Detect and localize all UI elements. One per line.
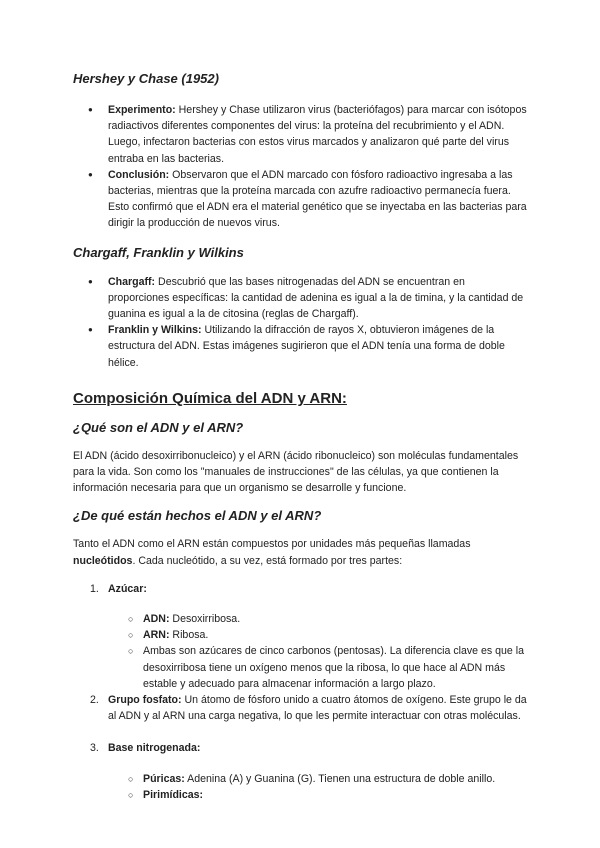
item-text: Descubrió que las bases nitrogenadas del ADN se encuentran en proporciones específicas: la cantidad de adenina es igual a la de timina, y la cantidad de guanina es igual a la de citosina (reglas de Chargaff). xyxy=(108,275,524,321)
subitem-text: Desoxirribosa. xyxy=(169,613,241,626)
list-item xyxy=(73,102,529,167)
list-item-azucar xyxy=(73,581,529,692)
item-label: Azúcar: xyxy=(108,582,147,595)
subitem-label: Púricas: xyxy=(143,772,185,785)
list-item xyxy=(73,322,529,371)
item-label: Conclusión: xyxy=(108,168,170,181)
heading-que-son: ¿Qué son el ADN y el ARN? xyxy=(73,419,244,435)
item-text: Utilizando la difracción de rayos X, obtuvieron imágenes de la estructura del ADN. Estas imágenes sugirieron que el ADN tenía una forma de doble hélice. xyxy=(108,324,505,369)
subitem-text: Ribosa. xyxy=(169,629,209,642)
item-text: Un átomo de fósforo unido a cuatro átomos de oxígeno. Este grupo le da al ADN y al ARN una carga negativa, lo que les permite interactuar con otras moléculas. xyxy=(108,694,527,723)
item-label: Experimento: xyxy=(108,104,176,116)
item-label: Base nitrogenada: xyxy=(108,742,201,755)
sublist-item xyxy=(108,643,529,692)
list-item xyxy=(73,274,529,323)
text-fragment: Tanto el ADN como el ARN están compuestos por unidades más pequeñas llamadas xyxy=(73,538,471,551)
subitem-text: Ambas son azúcares de cinco carbonos (pentosas). La diferencia clave es que la desoxirribosa tiene un oxígeno menos que la ribosa, lo que hace al ADN más estable y adecuado para almacenar información a largo plazo. xyxy=(143,645,525,690)
sublist-item xyxy=(108,771,529,787)
document-page xyxy=(73,70,529,803)
list-item-base xyxy=(73,740,529,803)
bold-term: nucleótidos xyxy=(73,554,133,567)
item-label: Franklin y Wilkins: xyxy=(108,324,202,337)
heading-hershey-chase: Hershey y Chase (1952) xyxy=(73,71,219,86)
subitem-label: Pirimídicas: xyxy=(143,788,204,801)
paragraph-nucleotidos xyxy=(73,536,529,568)
list-item-fosfato xyxy=(73,692,529,724)
sublist-azucar xyxy=(108,611,529,692)
heading-chargaff: Chargaff, Franklin y Wilkins xyxy=(73,244,244,260)
item-text: Observaron que el ADN marcado con fósforo radioactivo ingresaba a las bacterias, mientras que la proteína marcada con azufre radioactivo permanecía fuera. Esto confirmó que el ADN era el material genético que se inyectaba en las bacterias para dirigir la producción de nuevos virus. xyxy=(108,168,527,230)
sublist-item xyxy=(108,627,529,643)
chargaff-list xyxy=(73,274,529,371)
list-item xyxy=(73,167,529,232)
subitem-label: ARN: xyxy=(143,629,170,642)
item-number: 3. xyxy=(90,742,99,755)
item-number: 1. xyxy=(90,582,99,595)
sublist-item xyxy=(108,611,529,627)
item-label: Chargaff: xyxy=(108,275,156,288)
sublist-item xyxy=(108,787,529,803)
subitem-text: Adenina (A) y Guanina (G). Tienen una estructura de doble anillo. xyxy=(184,772,496,785)
heading-composicion: Composición Química del ADN y ARN: xyxy=(73,389,347,407)
item-label: Grupo fosfato: xyxy=(108,694,182,707)
text-fragment: . Cada nucleótido, a su vez, está formado por tres partes: xyxy=(132,554,403,567)
hershey-list xyxy=(73,102,529,232)
item-number: 2. xyxy=(90,694,99,707)
sublist-base xyxy=(108,771,529,803)
subitem-label: ADN: xyxy=(143,613,170,626)
item-text: Hershey y Chase utilizaron virus (bacteriófagos) para marcar con isótopos radiactivos diferentes componentes del virus: la proteína del recubrimiento y el ADN. Luego, infectaron bacterias con estos virus marcados y analizaron qué parte del virus entraba en las bacterias. xyxy=(108,104,527,165)
paragraph-que-son: El ADN (ácido desoxirribonucleico) y el ARN (ácido ribonucleico) son moléculas fundamentales para la vida. Son como los "manuales de instrucciones" de las células, ya que contienen la información necesaria para que un organismo se desarrolle y funcione. xyxy=(73,449,519,495)
parts-list xyxy=(73,581,529,803)
heading-de-que-estan: ¿De qué están hechos el ADN y el ARN? xyxy=(73,508,322,524)
